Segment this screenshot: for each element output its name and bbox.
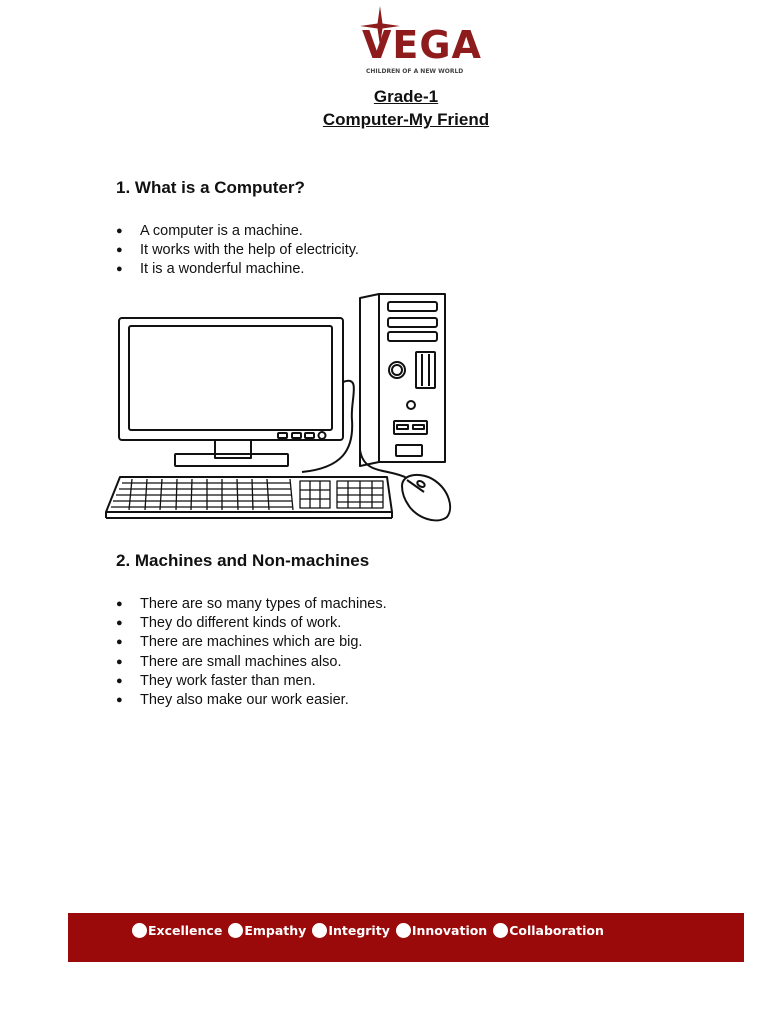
list-item: ● It works with the help of electricity.	[116, 241, 359, 260]
core-values	[132, 918, 610, 942]
logo-wordmark: VEGA	[362, 23, 482, 67]
circle-icon	[493, 923, 508, 938]
desktop-computer-icon	[102, 290, 458, 526]
value-label: Empathy	[244, 922, 307, 938]
logo-tagline: CHILDREN OF A NEW WORLD	[366, 68, 464, 75]
list-item: ● There are small machines also.	[116, 653, 387, 672]
value-label: Integrity	[328, 922, 390, 938]
list-item: ● They work faster than men.	[116, 672, 387, 691]
value-item	[493, 923, 604, 938]
section-heading: 2. Machines and Non-machines	[116, 551, 370, 570]
bullet-list	[116, 222, 359, 280]
list-item: ● They do different kinds of work.	[116, 614, 387, 633]
circle-icon	[312, 923, 327, 938]
circle-icon	[228, 923, 243, 938]
subject-title: Computer-My Friend	[322, 110, 490, 129]
value-label: Collaboration	[509, 922, 604, 938]
list-item: ● A computer is a machine.	[116, 222, 359, 241]
value-item	[228, 923, 306, 938]
circle-icon	[132, 923, 147, 938]
value-item	[132, 923, 222, 938]
value-label: Excellence	[148, 922, 223, 938]
bullet-list	[116, 595, 387, 710]
list-item: ● It is a wonderful machine.	[116, 260, 359, 279]
value-item	[396, 923, 487, 938]
school-logo	[354, 6, 482, 78]
list-item: ● They also make our work easier.	[116, 691, 387, 710]
value-item	[312, 923, 390, 938]
grade-title: Grade-1	[373, 87, 439, 106]
value-label: Innovation	[411, 922, 488, 938]
circle-icon	[396, 923, 411, 938]
list-item: ● There are machines which are big.	[116, 633, 387, 652]
list-item: ● There are so many types of machines.	[116, 595, 387, 614]
section-heading: 1. What is a Computer?	[116, 178, 305, 197]
